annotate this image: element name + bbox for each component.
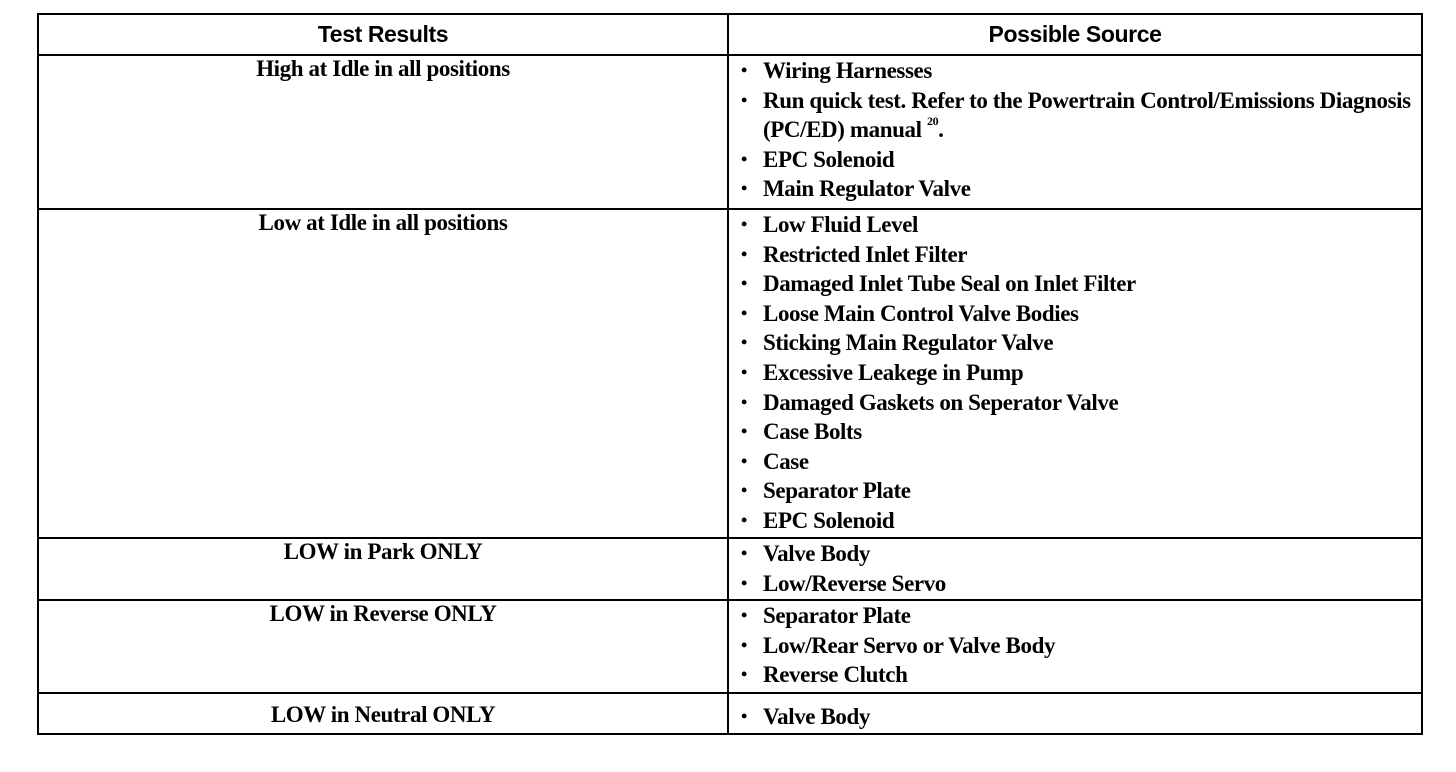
source-text: Separator Plate — [763, 478, 911, 504]
table-row — [38, 209, 1422, 538]
list-item — [739, 660, 1421, 690]
list-item — [739, 210, 1421, 240]
source-text: Case — [763, 448, 809, 474]
source-text: Damaged Inlet Tube Seal on Inlet Filter — [763, 271, 1136, 297]
source-text: Restricted Inlet Filter — [763, 241, 968, 267]
list-item — [739, 145, 1421, 175]
source-text: Separator Plate — [763, 603, 911, 628]
source-text: Wiring Harnesses — [763, 58, 932, 83]
source-list — [729, 210, 1421, 536]
bullet-icon: • — [741, 543, 747, 563]
test-result-cell: High at Idle in all positions — [38, 55, 728, 209]
list-item — [739, 299, 1421, 329]
bullet-icon: • — [741, 89, 747, 110]
possible-source-cell — [728, 693, 1422, 734]
bullet-icon: • — [741, 450, 747, 471]
bullet-icon: • — [741, 214, 747, 234]
bullet-icon: • — [741, 361, 747, 382]
possible-source-cell — [728, 209, 1422, 538]
source-text: Loose Main Control Valve Bodies — [763, 300, 1079, 326]
bullet-icon: • — [741, 60, 747, 80]
source-list — [729, 601, 1421, 690]
source-text: Main Regulator Valve — [763, 176, 971, 202]
table-row — [38, 55, 1422, 209]
list-item — [739, 56, 1421, 86]
test-result-cell: LOW in Reverse ONLY — [38, 600, 728, 693]
list-item — [739, 240, 1421, 270]
bullet-icon: • — [741, 664, 747, 685]
possible-source-cell — [728, 538, 1422, 600]
source-text: Damaged Gaskets on Seperator Valve — [763, 389, 1119, 415]
list-item — [739, 417, 1421, 447]
list-item — [739, 601, 1421, 631]
footnote-reference: 20 — [926, 114, 939, 129]
list-item — [739, 506, 1421, 536]
bullet-icon: • — [741, 480, 747, 501]
list-item — [739, 569, 1421, 599]
possible-source-cell — [728, 55, 1422, 209]
source-text: Run quick test. Refer to the Powertrain Control/Emissions Diagnosis (PC/ED) manual — [763, 87, 1411, 143]
bullet-icon: • — [741, 243, 747, 264]
list-item — [739, 476, 1421, 506]
bullet-icon: • — [741, 302, 747, 323]
bullet-icon: • — [741, 605, 747, 625]
bullet-icon: • — [741, 273, 747, 294]
table-row — [38, 538, 1422, 600]
bullet-icon: • — [741, 178, 747, 199]
header-test-results: Test Results — [38, 14, 728, 55]
pressure-diagnosis-table — [37, 13, 1423, 735]
source-text: Low/Reverse Servo — [763, 570, 946, 596]
table-row — [38, 600, 1422, 693]
list-item — [739, 447, 1421, 477]
source-list — [729, 539, 1421, 598]
bullet-icon: • — [741, 391, 747, 412]
list-item — [739, 269, 1421, 299]
list-item — [739, 388, 1421, 418]
bullet-icon: • — [741, 634, 747, 655]
source-text: EPC Solenoid — [763, 146, 895, 172]
list-item — [739, 358, 1421, 388]
list-item — [739, 328, 1421, 358]
bullet-icon: • — [741, 148, 747, 169]
test-result-cell: LOW in Park ONLY — [38, 538, 728, 600]
list-item: • Run quick test. Refer to the Powertrain Control/Emissions Diagnosis (PC/ED) manual $^{20}$. — [741, 87, 1411, 143]
source-list — [729, 702, 1421, 732]
list-item — [739, 174, 1421, 204]
table-row — [38, 693, 1422, 734]
bullet-icon: • — [741, 421, 747, 442]
source-text: Valve Body — [763, 541, 870, 566]
source-text: Low Fluid Level — [763, 212, 919, 237]
bullet-icon: • — [741, 572, 747, 593]
table-header-row — [38, 14, 1422, 55]
bullet-icon: • — [741, 509, 747, 530]
bullet-icon: • — [741, 706, 747, 726]
list-item — [739, 631, 1421, 661]
source-text: EPC Solenoid — [763, 507, 895, 533]
source-text: Valve Body — [763, 704, 870, 729]
source-text: Sticking Main Regulator Valve — [763, 330, 1054, 356]
test-result-cell: Low at Idle in all positions — [38, 209, 728, 538]
bullet-icon: • — [741, 332, 747, 353]
list-item — [739, 702, 1421, 732]
source-list — [729, 56, 1421, 204]
header-possible-source: Possible Source — [728, 14, 1422, 55]
source-text: Low/Rear Servo or Valve Body — [763, 632, 1056, 658]
source-text: Excessive Leakege in Pump — [763, 359, 1024, 385]
source-text: Reverse Clutch — [763, 662, 908, 688]
possible-source-cell — [728, 600, 1422, 693]
test-result-cell: LOW in Neutral ONLY — [38, 693, 728, 734]
list-item — [739, 539, 1421, 569]
source-text: Case Bolts — [763, 419, 862, 445]
